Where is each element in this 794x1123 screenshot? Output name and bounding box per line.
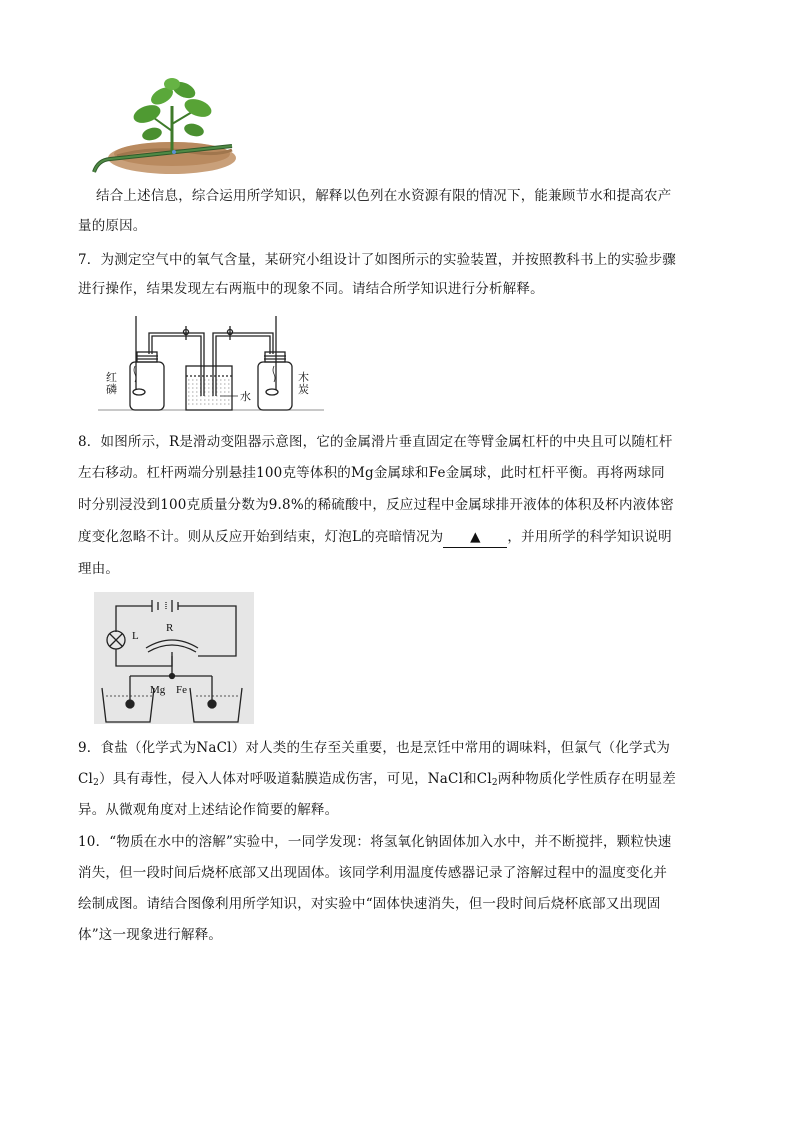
label-rheostat: R — [166, 622, 174, 634]
text-line: 体”这一现象进行解释。 — [78, 927, 223, 943]
text-line: 理由。 — [78, 561, 120, 577]
label-red-phosphorus: 红 磷 — [106, 371, 117, 396]
label-fe: Fe — [176, 684, 187, 696]
label-charcoal: 木 炭 — [298, 371, 309, 396]
text-line: 左右移动。杠杆两端分别悬挂100克等体积的Mg金属球和Fe金属球，此时杠杆平衡。再将两球同 — [78, 465, 665, 481]
text-line: 异。从微观角度对上述结论作简要的解释。 — [78, 802, 339, 818]
text-line: 绘制成图。请结合图像利用所学知识，对实验中“固体快速消失，但一段时间后烧杯底部又出现固 — [78, 896, 661, 912]
circuit-figure — [94, 592, 254, 724]
label-lamp: L — [132, 630, 139, 642]
question-7: 7．为测定空气中的氧气含量，某研究小组设计了如图所示的实验装置，并按照教科书上的实验步骤 — [78, 252, 676, 268]
text-line: 度变化忽略不计。则从反应开始到结束，灯泡L的亮暗情况为 ▲ ，并用所学的科学知识说明 — [78, 527, 672, 548]
text-line: 进行操作，结果发现左右两瓶中的现象不同。请结合所学知识进行分析解释。 — [78, 281, 544, 297]
oxygen-apparatus-figure — [92, 312, 332, 416]
text-line: 量的原因。 — [78, 218, 147, 234]
text-line: 结合上述信息，综合运用所学知识，解释以色列在水资源有限的情况下，能兼顾节水和提高农产 — [96, 188, 672, 204]
question-10: 10．“物质在水中的溶解”实验中，一同学发现：将氢氧化钠固体加入水中，并不断搅拌，颗粒快速 — [78, 834, 672, 850]
text-line: 时分别浸没到100克质量分数为9.8%的稀硫酸中，反应过程中金属球排开液体的体积及杯内液体密 — [78, 497, 674, 513]
question-8: 8．如图所示，R是滑动变阻器示意图，它的金属滑片垂直固定在等臂金属杠杆的中央且可以随杠杆 — [78, 434, 673, 450]
label-water: 水 — [240, 390, 251, 403]
drip-irrigation-image — [92, 76, 236, 176]
text-line: 消失，但一段时间后烧杯底部又出现固体。该同学利用温度传感器记录了溶解过程中的温度变化并 — [78, 865, 668, 881]
text-line: $Cl_2$）具有毒性，侵入人体对呼吸道黏膜造成伤害，可见，NaCl和$Cl_2$两种物质化学性质存在明显差 — [78, 771, 676, 788]
question-9: 9．食盐（化学式为NaCl）对人类的生存至关重要，也是烹饪中常用的调味料，但氯气（化学式为 — [78, 740, 671, 756]
answer-blank[interactable]: ▲ — [443, 527, 507, 548]
label-mg: Mg — [150, 684, 166, 696]
